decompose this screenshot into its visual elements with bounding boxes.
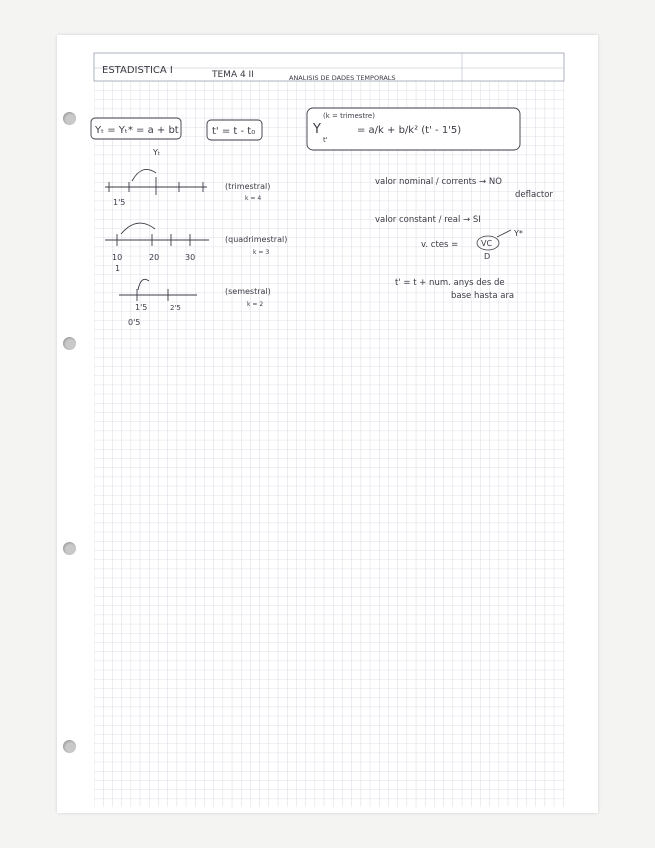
diagram-3-k: k = 2 bbox=[247, 301, 264, 308]
conversion-lhs: Y bbox=[313, 122, 321, 137]
diagram-3-mark-05: 0'5 bbox=[128, 318, 141, 327]
grid-area bbox=[94, 53, 564, 807]
header-topic: TEMA 4 II bbox=[212, 70, 254, 80]
note-d: D bbox=[484, 252, 491, 261]
notebook-page bbox=[57, 35, 598, 813]
binder-hole bbox=[63, 337, 76, 350]
diagram-2-mark-30: 30 bbox=[185, 253, 196, 262]
conversion-sup: (k = trimestre) bbox=[323, 112, 375, 120]
trend-formula: Yₜ = Yₜ* = a + bt bbox=[95, 125, 179, 136]
note-vctes: v. ctes = bbox=[421, 240, 459, 250]
binder-hole bbox=[63, 740, 76, 753]
header-subject: ESTADISTICA I bbox=[102, 65, 173, 76]
axis-label-yt: Yₜ bbox=[153, 148, 161, 157]
note-constant: valor constant / real → SI bbox=[375, 215, 481, 225]
diagram-2-mark-1: 1 bbox=[115, 264, 121, 273]
note-ystar: Y* bbox=[514, 229, 523, 238]
diagram-2-mark-10: 10 bbox=[112, 253, 123, 262]
diagram-1-mark: 1'5 bbox=[113, 198, 126, 207]
binder-hole bbox=[63, 542, 76, 555]
binder-hole bbox=[63, 112, 76, 125]
diagram-1-label: (trimestral) bbox=[225, 182, 271, 191]
header-title: ANALISIS DE DADES TEMPORALS bbox=[289, 74, 396, 82]
note-deflactor: deflactor bbox=[515, 190, 553, 200]
diagram-3-label: (semestral) bbox=[225, 287, 271, 296]
page-canvas bbox=[57, 35, 598, 813]
conversion-sub: t' bbox=[323, 136, 328, 144]
note-tprime: t' = t + num. anys des de bbox=[395, 278, 505, 288]
diagram-2-mark-20: 20 bbox=[149, 253, 160, 262]
diagram-1-k: k = 4 bbox=[245, 195, 262, 202]
diagram-3-mark-25: 2'5 bbox=[170, 304, 181, 312]
time-shift-formula: t' = t - t₀ bbox=[212, 126, 256, 137]
diagram-2-k: k = 3 bbox=[253, 249, 270, 256]
note-nominal: valor nominal / corrents → NO bbox=[375, 177, 502, 187]
diagram-2-label: (quadrimestral) bbox=[225, 235, 288, 244]
conversion-rhs: = a/k + b/k² (t' - 1'5) bbox=[357, 125, 462, 136]
note-vc: VC bbox=[481, 239, 493, 248]
note-base: base hasta ara bbox=[451, 291, 515, 301]
diagram-3-mark-15: 1'5 bbox=[135, 303, 148, 312]
